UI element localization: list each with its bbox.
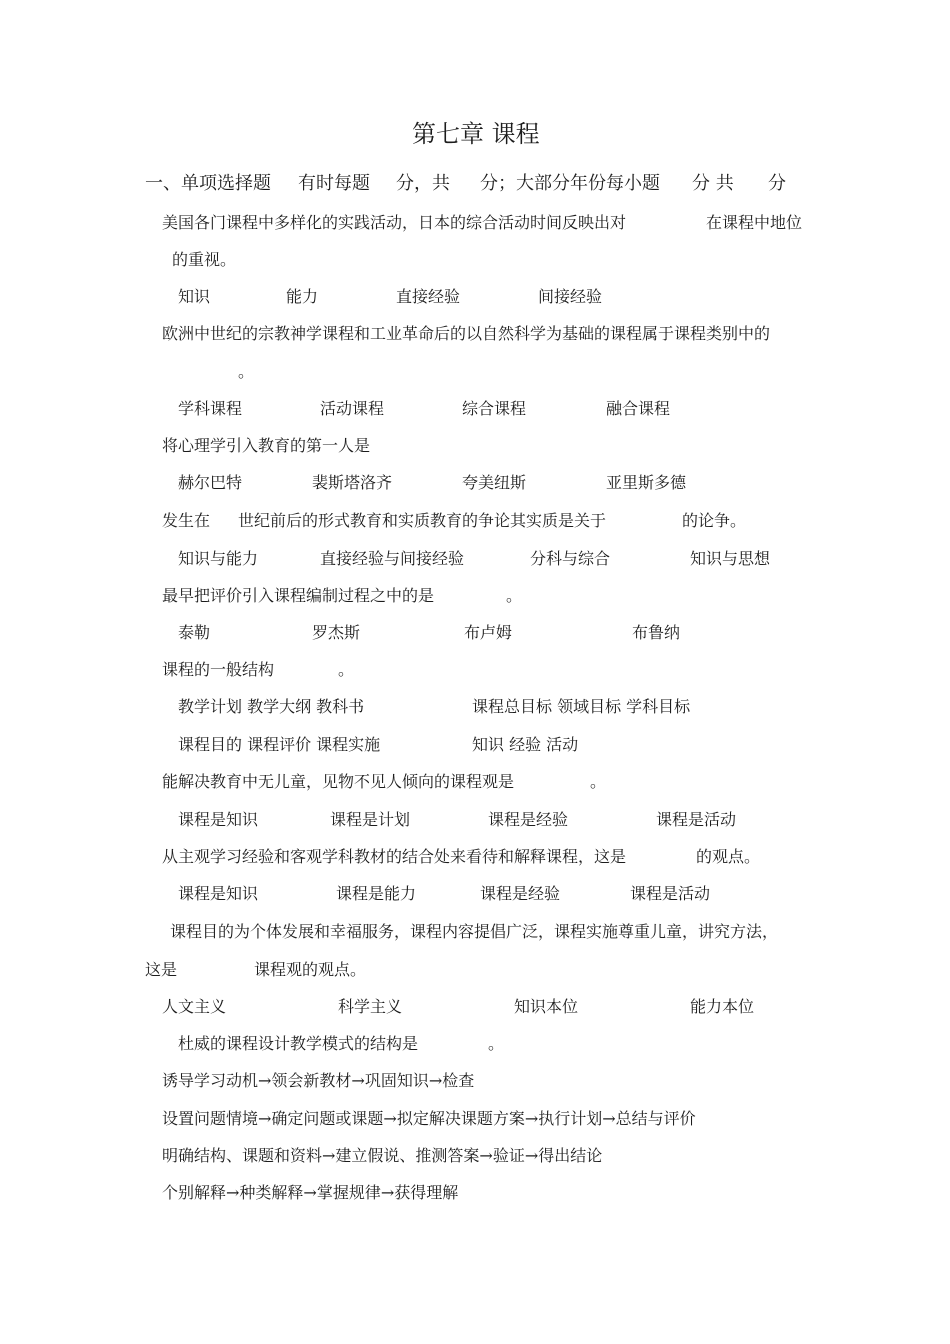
answer-option: 分科与综合 [530, 549, 611, 568]
answer-option: 学科课程 [178, 399, 243, 418]
answer-option: 课程是经验 [480, 884, 561, 903]
answer-option: 诱导学习动机→领会新教材→巩固知识→检查 [162, 1071, 475, 1090]
question-stem: 。 [238, 362, 255, 381]
answer-option: 课程是知识 [178, 810, 259, 829]
question-stem: 的观点。 [696, 847, 761, 866]
question-stem: 能解决教育中无儿童，见物不见人倾向的课程观是 [162, 772, 515, 791]
question-stem: 杜威的课程设计教学模式的结构是 [178, 1034, 419, 1053]
answer-option: 科学主义 [338, 997, 403, 1016]
answer-option: 课程目的 课程评价 课程实施 [178, 735, 381, 754]
answer-option: 裴斯塔洛齐 [312, 473, 393, 492]
answer-option: 个别解释→种类解释→掌握规律→获得理解 [162, 1183, 459, 1202]
question-stem: 欧洲中世纪的宗教神学课程和工业革命后的以自然科学为基础的课程属于课程类别中的 [162, 324, 771, 343]
section-note: 分；大部分年份每小题 [480, 173, 660, 194]
answer-option: 教学计划 教学大纲 教科书 [178, 697, 365, 716]
answer-option: 直接经验 [396, 287, 461, 306]
answer-option: 人文主义 [162, 997, 227, 1016]
answer-option: 明确结构、课题和资料→建立假说、推测答案→验证→得出结论 [162, 1146, 603, 1165]
section-note: 分 共 [692, 173, 734, 194]
answer-option: 课程是活动 [630, 884, 711, 903]
answer-option: 赫尔巴特 [178, 473, 243, 492]
section-heading: 一、单项选择题 [145, 173, 271, 194]
answer-option: 罗杰斯 [312, 623, 361, 642]
answer-option: 知识与能力 [178, 549, 259, 568]
answer-option: 综合课程 [462, 399, 527, 418]
question-stem: 美国各门课程中多样化的实践活动，日本的综合活动时间反映出对 [162, 213, 627, 232]
answer-option: 课程是能力 [336, 884, 417, 903]
section-note: 分 [768, 173, 786, 194]
page-title: 第七章 课程 [412, 120, 540, 148]
answer-option: 课程是计划 [330, 810, 411, 829]
answer-option: 课程是活动 [656, 810, 737, 829]
answer-option: 知识本位 [514, 997, 579, 1016]
answer-option: 能力 [286, 287, 319, 306]
question-stem: 。 [488, 1034, 505, 1053]
answer-option: 布卢姆 [464, 623, 513, 642]
question-stem: 在课程中地位 [706, 213, 803, 232]
answer-option: 课程是经验 [488, 810, 569, 829]
question-stem: 。 [338, 660, 355, 679]
question-stem: 。 [506, 586, 523, 605]
question-stem: 的重视。 [172, 250, 237, 269]
question-stem: 课程目的为个体发展和幸福服务，课程内容提倡广泛，课程实施尊重儿童，讲究方法， [170, 922, 779, 941]
question-stem: 。 [590, 772, 607, 791]
answer-option: 课程是知识 [178, 884, 259, 903]
answer-option: 能力本位 [690, 997, 755, 1016]
answer-option: 知识 [178, 287, 211, 306]
answer-option: 设置问题情境→确定问题或课题→拟定解决课题方案→执行计划→总结与评价 [162, 1109, 696, 1128]
question-stem: 将心理学引入教育的第一人是 [162, 436, 371, 455]
question-stem: 发生在 [162, 511, 211, 530]
question-stem: 的论争。 [682, 511, 747, 530]
answer-option: 知识 经验 活动 [472, 735, 579, 754]
answer-option: 活动课程 [320, 399, 385, 418]
question-stem: 从主观学习经验和客观学科教材的结合处来看待和解释课程，这是 [162, 847, 627, 866]
question-stem: 世纪前后的形式教育和实质教育的争论其实质是关于 [238, 511, 607, 530]
answer-option: 融合课程 [606, 399, 671, 418]
answer-option: 知识与思想 [690, 549, 771, 568]
answer-option: 间接经验 [538, 287, 603, 306]
answer-option: 课程总目标 领域目标 学科目标 [472, 697, 691, 716]
answer-option: 泰勒 [178, 623, 211, 642]
section-note: 有时每题 [298, 173, 370, 194]
answer-option: 亚里斯多德 [606, 473, 687, 492]
question-stem: 课程观的观点。 [254, 960, 367, 979]
section-note: 分，共 [396, 173, 450, 194]
answer-option: 夸美纽斯 [462, 473, 527, 492]
answer-option: 布鲁纳 [632, 623, 681, 642]
question-stem: 课程的一般结构 [162, 660, 275, 679]
question-stem: 这是 [145, 960, 178, 979]
question-stem: 最早把评价引入课程编制过程之中的是 [162, 586, 435, 605]
answer-option: 直接经验与间接经验 [320, 549, 465, 568]
